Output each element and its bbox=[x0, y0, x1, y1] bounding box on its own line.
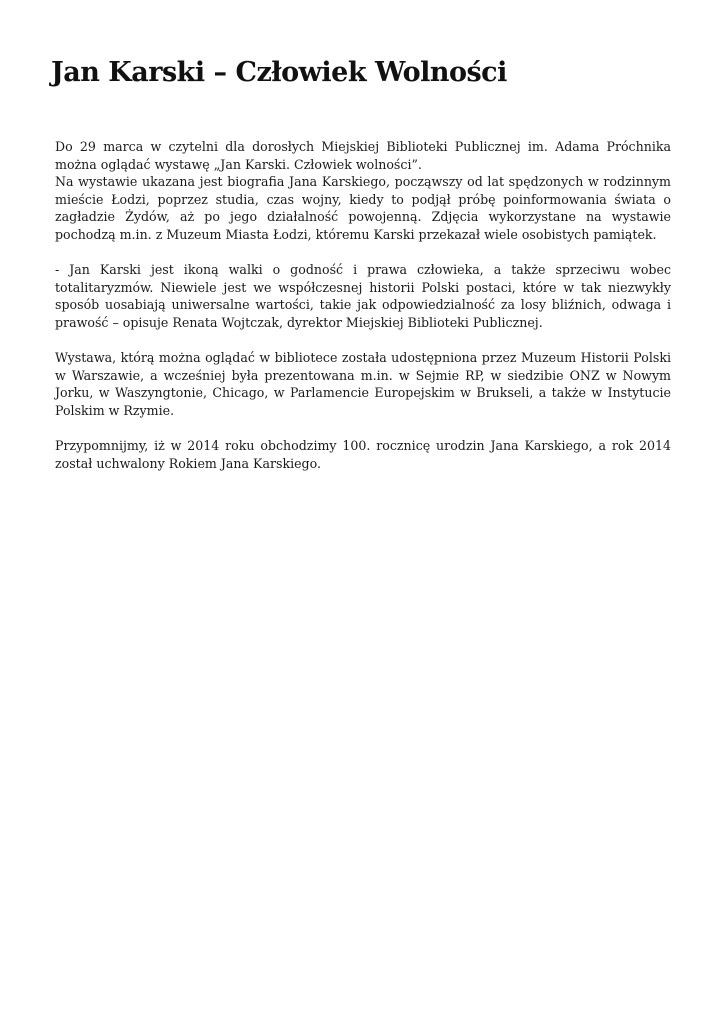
paragraph-line: Do 29 marca w czytelni dla dorosłych Miejskiej Biblioteki Publicznej im. Adama Próchnika można oglądać wystawę „Jan Karski. Człowiek wolności”. bbox=[55, 139, 671, 172]
article-body bbox=[55, 138, 671, 490]
article-paragraph-3 bbox=[55, 349, 671, 419]
article-paragraph-1 bbox=[55, 138, 671, 244]
article-paragraph-2 bbox=[55, 261, 671, 331]
paragraph-line: Wystawa, którą można oglądać w bibliotece została udostępniona przez Muzeum Historii Polski w Warszawie, a wcześniej była prezentowana m.in. w Sejmie RP, w siedzibie ONZ w Nowym Jorku, w Waszyngtonie, Chicago, w Parlamencie Europejskim w Brukseli, a także w Instytucie Polskim w Rzymie. bbox=[55, 350, 671, 418]
page-title: Jan Karski – Człowiek Wolności bbox=[51, 57, 507, 88]
paragraph-line: - Jan Karski jest ikoną walki o godność i prawa człowieka, a także sprzeciwu wobec totalitaryzmów. Niewiele jest we współczesnej historii Polski postaci, które w tak niezwykły sposób uosabiają uniwersalne wartości, takie jak odpowiedzialność za losy bliźnich, odwaga i prawość – opisuje Renata Wojtczak, dyrektor Miejskiej Biblioteki Publicznej. bbox=[55, 262, 671, 330]
article-paragraph-4 bbox=[55, 437, 671, 472]
paragraph-line: Na wystawie ukazana jest biografia Jana Karskiego, począwszy od lat spędzonych w rodzinnym mieście Łodzi, poprzez studia, czas wojny, kiedy to podjął próbę poinformowania świata o zagładzie Żydów, aż po jego działalność powojenną. Zdjęcia wykorzystane na wystawie pochodzą m.in. z Muzeum Miasta Łodzi, któremu Karski przekazał wiele osobistych pamiątek. bbox=[55, 174, 671, 242]
paragraph-line: Przypomnijmy, iż w 2014 roku obchodzimy 100. rocznicę urodzin Jana Karskiego, a rok 2014 został uchwalony Rokiem Jana Karskiego. bbox=[55, 438, 671, 471]
